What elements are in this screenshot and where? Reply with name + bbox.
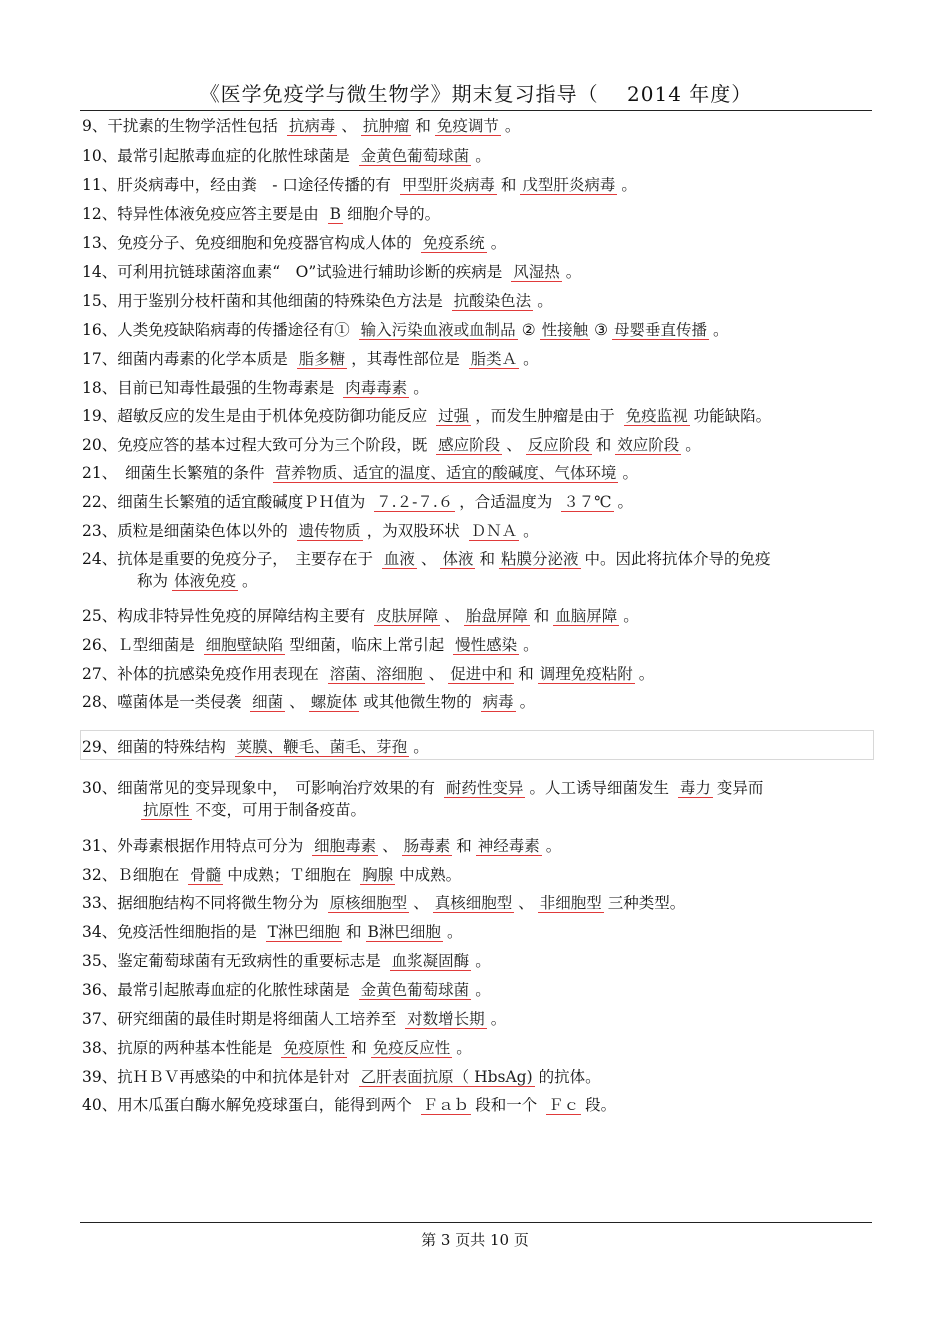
question-text: 和 [346, 923, 362, 941]
question-number: 14 [82, 263, 102, 281]
answer-blank: 输入污染血液或血制品 [360, 321, 516, 339]
question-number: 35 [82, 952, 102, 970]
answer-blank: 体液 [442, 550, 474, 568]
question-text: 、研究细菌的最佳时期是将细菌人工培养至 [101, 1010, 402, 1028]
question-text: 功能缺陷。 [693, 407, 772, 425]
question-number: 27 [82, 665, 102, 683]
question-number: 26 [82, 636, 102, 654]
question-20 [82, 434, 910, 456]
question-text: 。 [565, 263, 582, 281]
question-text: 、免疫应答的基本过程大致可分为三个阶段，既 [101, 436, 433, 454]
answer-blank: 病毒 [482, 693, 514, 711]
question-number: 21 [82, 464, 102, 482]
question-text: 。 [523, 636, 539, 654]
question-15 [82, 290, 910, 312]
answer-blank: 抗酸染色法 [453, 292, 532, 310]
question-text: 中成熟；Ｔ细胞在 [227, 866, 357, 884]
answer-blank: 感应阶段 [438, 436, 501, 454]
question-number: 30 [82, 779, 102, 797]
question-text: 、 [413, 894, 429, 912]
question-text: 、质粒是细菌染色体以外的 [101, 522, 293, 540]
question-30 [82, 777, 910, 821]
question-21 [82, 462, 910, 484]
question-text: 。 [413, 738, 429, 756]
question-text: 、 [506, 436, 522, 454]
answer-blank: 胎盘屏障 [465, 607, 528, 625]
question-text: 型细菌，临床上常引起 [289, 636, 450, 654]
question-number: 9 [82, 117, 92, 135]
question-29 [82, 736, 910, 758]
answer-blank: 母婴垂直传播 [614, 321, 708, 339]
question-text: 细胞介导的。 [347, 205, 441, 223]
question-14 [82, 261, 910, 283]
answer-blank: 耐药性变异 [445, 779, 524, 797]
question-text: 、免疫活性细胞指的是 [101, 923, 262, 941]
question-text: 。 [475, 147, 491, 165]
answer-blank: 甲型肝炎病毒 [401, 176, 495, 194]
question-text: 、Ｌ型细菌是 [101, 636, 200, 654]
question-number: 13 [82, 234, 102, 252]
answer-blank: 荚膜、鞭毛、菌毛、芽孢 [236, 738, 408, 756]
question-number: 11 [82, 176, 102, 194]
answer-blank: 乙肝表面抗原（ HbsAg) [360, 1068, 533, 1086]
answer-blank: 戊型肝炎病毒 [522, 176, 616, 194]
answer-blank: 免疫调节 [436, 117, 499, 135]
question-text: 、目前已知毒性最强的生物毒素是 [101, 379, 340, 397]
question-continuation [82, 570, 910, 592]
question-number: 12 [82, 205, 102, 223]
answer-blank: 血脑屏障 [555, 607, 618, 625]
question-34 [82, 921, 910, 943]
answer-blank: 细胞毒素 [314, 837, 377, 855]
question-text: 、 [289, 693, 305, 711]
question-text: 。 [713, 321, 729, 339]
page-number: 第 3 页共 10 页 [421, 1231, 529, 1249]
question-17 [82, 348, 910, 370]
question-text: 。 [413, 379, 429, 397]
question-text: 。人工诱导细菌发生 [529, 779, 674, 797]
answer-blank: Ｆａｂ [422, 1096, 470, 1114]
answer-blank: 反应阶段 [527, 436, 590, 454]
question-28 [82, 691, 910, 713]
answer-blank: 抗原性 [143, 801, 190, 819]
question-number: 39 [82, 1068, 102, 1086]
answer-blank: 遗传物质 [298, 522, 361, 540]
question-text: 。 [475, 952, 491, 970]
question-text: 。 [504, 117, 521, 135]
question-text: 。 [638, 665, 655, 683]
answer-blank: 原核细胞型 [329, 894, 408, 912]
answer-blank: 细菌 [252, 693, 284, 711]
question-text: ② [521, 321, 536, 339]
question-text: 。 [617, 493, 634, 511]
question-number: 40 [82, 1096, 102, 1114]
answer-blank: 螺旋体 [310, 693, 358, 711]
question-26 [82, 634, 910, 656]
question-27 [82, 663, 910, 685]
answer-blank: 血浆凝固酶 [391, 952, 470, 970]
question-text: 、 [341, 117, 357, 135]
question-text: 、Ｂ细胞在 [101, 866, 185, 884]
question-37 [82, 1008, 910, 1030]
question-text: ，其毒性部位是 [351, 350, 465, 368]
question-text: 。 [545, 837, 562, 855]
answer-blank: 胸腺 [362, 866, 394, 884]
question-text: 。 [446, 923, 463, 941]
question-40 [82, 1094, 910, 1116]
answer-blank: 皮肤屏障 [376, 607, 439, 625]
question-11 [82, 174, 910, 196]
question-text: 、细菌常见的变异现象中， 可影响治疗效果的有 [101, 779, 440, 797]
question-text: ，而发生肿瘤是由于 [475, 407, 620, 425]
question-text: 、 [444, 607, 460, 625]
page-header-title: 《医学免疫学与微生物学》期末复习指导（ 2014 年度） [80, 80, 872, 111]
question-number: 19 [82, 407, 102, 425]
answer-blank: 免疫反应性 [372, 1039, 451, 1057]
question-continuation [82, 799, 910, 821]
question-text: 、细菌内毒素的化学本质是 [101, 350, 293, 368]
question-text: 段和一个 [475, 1096, 543, 1114]
question-text: 、细菌的特殊结构 [101, 738, 231, 756]
question-text: 的抗体。 [538, 1068, 601, 1086]
question-number: 25 [82, 607, 102, 625]
answer-blank: 真核细胞型 [434, 894, 513, 912]
answer-blank: 免疫监视 [625, 407, 688, 425]
question-text: ，合适温度为 [459, 493, 558, 511]
question-text: 、 [428, 665, 445, 683]
question-9 [82, 115, 910, 137]
question-text: 。 [490, 234, 507, 252]
answer-blank: 免疫系统 [422, 234, 485, 252]
question-number: 38 [82, 1039, 102, 1057]
answer-blank: 营养物质、适宜的温度、适宜的酸碱度、气体环境 [275, 464, 617, 482]
question-text: 。 [621, 176, 637, 194]
question-text: 或其他微生物的 [363, 693, 477, 711]
answer-blank: 抗肿瘤 [362, 117, 410, 135]
question-text: 中成熟。 [399, 866, 462, 884]
answer-blank: 脂类Ａ [470, 350, 518, 368]
question-text: 和 [500, 176, 517, 194]
answer-blank: 溶菌、溶细胞 [329, 665, 423, 683]
answer-blank: 血液 [383, 550, 415, 568]
question-text: 变异而 [716, 779, 764, 797]
question-13 [82, 232, 910, 254]
answer-blank: 金黄色葡萄球菌 [360, 981, 470, 999]
question-35 [82, 950, 910, 972]
question-number: 33 [82, 894, 102, 912]
question-text: 、人类免疫缺陷病毒的传播途径有① [101, 321, 355, 339]
question-text: 、抗ＨＢＶ再感染的中和抗体是针对 [101, 1068, 355, 1086]
answer-blank: 过强 [438, 407, 470, 425]
question-33 [82, 892, 910, 914]
question-text: 中。因此将抗体介导的免疫 [584, 550, 771, 568]
question-text: 。 [242, 572, 258, 590]
question-text: 和 [518, 665, 534, 683]
question-text: 、可利用抗链球菌溶血素“ O”试验进行辅助诊断的疾病是 [101, 263, 508, 281]
question-text: 和 [533, 607, 550, 625]
question-text: 和 [415, 117, 431, 135]
question-text: 和 [479, 550, 495, 568]
question-number: 32 [82, 866, 102, 884]
question-number: 37 [82, 1010, 102, 1028]
answer-blank: 骨髓 [190, 866, 222, 884]
answer-blank: 性接触 [541, 321, 589, 339]
question-32 [82, 864, 910, 886]
question-text: 。 [537, 292, 553, 310]
answer-blank: 金黄色葡萄球菌 [360, 147, 470, 165]
answer-blank: 抗病毒 [288, 117, 336, 135]
question-number: 24 [82, 550, 102, 568]
answer-blank: 慢性感染 [455, 636, 518, 654]
question-text: 、干扰素的生物学活性包括 [91, 117, 283, 135]
question-24 [82, 548, 910, 592]
footer-divider [80, 1222, 872, 1223]
question-text: 、 [420, 550, 437, 568]
question-text: ，为双股环状 [366, 522, 465, 540]
question-number: 15 [82, 292, 102, 310]
answer-blank: 脂多糖 [298, 350, 346, 368]
question-number: 36 [82, 981, 102, 999]
answer-blank: 非细胞型 [539, 894, 602, 912]
question-text: 。 [623, 607, 639, 625]
question-number: 29 [82, 738, 102, 756]
answer-blank: 效应阶段 [617, 436, 680, 454]
question-text: 、抗体是重要的免疫分子， 主要存在于 [101, 550, 378, 568]
question-text: ③ [594, 321, 609, 339]
question-text: 、 细菌生长繁殖的条件 [101, 464, 270, 482]
question-number: 10 [82, 147, 102, 165]
answer-blank: 肉毒毒素 [345, 379, 408, 397]
question-text: 。 [622, 464, 638, 482]
question-31 [82, 835, 910, 857]
answer-blank: 肠毒素 [403, 837, 451, 855]
question-text: 、用于鉴别分枝杆菌和其他细菌的特殊染色方法是 [101, 292, 448, 310]
answer-blank: 细胞壁缺陷 [205, 636, 284, 654]
question-text: 和 [351, 1039, 367, 1057]
question-text: 、据细胞结构不同将微生物分为 [101, 894, 324, 912]
question-text: 、最常引起脓毒血症的化脓性球菌是 [101, 981, 355, 999]
question-number: 16 [82, 321, 102, 339]
question-text: 、 [518, 894, 534, 912]
question-text: 、构成非特异性免疫的屏障结构主要有 [101, 607, 371, 625]
question-text: 、用木瓜蛋白酶水解免疫球蛋白，能得到两个 [101, 1096, 417, 1114]
question-text: 、超敏反应的发生是由于机体免疫防御功能反应 [101, 407, 433, 425]
question-text: 。 [685, 436, 701, 454]
question-18 [82, 377, 910, 399]
question-number: 17 [82, 350, 102, 368]
answer-blank: ７.２-７.６ [376, 493, 454, 511]
question-number: 20 [82, 436, 102, 454]
question-22 [82, 491, 910, 513]
question-text: 、特异性体液免疫应答主要是由 [101, 205, 324, 223]
question-text: 三种类型。 [607, 894, 686, 912]
question-25 [82, 605, 910, 627]
question-text: 、最常引起脓毒血症的化脓性球菌是 [101, 147, 355, 165]
question-text: 、外毒素根据作用特点可分为 [101, 837, 309, 855]
question-text: 不变，可用于制备疫苗。 [195, 801, 367, 819]
answer-blank: B [329, 205, 342, 223]
answer-blank: Ｆｃ [548, 1096, 580, 1114]
answer-blank: 调理免疫粘附 [539, 665, 633, 683]
question-text: 、肝炎病毒中，经由粪 - 口途径传播的有 [101, 176, 396, 194]
question-10 [82, 145, 910, 167]
answer-blank: 免疫原性 [283, 1039, 346, 1057]
question-text: 段。 [585, 1096, 617, 1114]
question-text: 、 [382, 837, 398, 855]
question-16 [82, 319, 910, 341]
question-text: 、鉴定葡萄球菌有无致病性的重要标志是 [101, 952, 386, 970]
question-text: 。 [490, 1010, 507, 1028]
answer-blank: 神经毒素 [477, 837, 540, 855]
question-text: 、抗原的两种基本性能是 [101, 1039, 278, 1057]
question-text: 。 [523, 522, 539, 540]
question-text: 和 [595, 436, 612, 454]
question-text: 、免疫分子、免疫细胞和免疫器官构成人体的 [101, 234, 417, 252]
question-text: 、补体的抗感染免疫作用表现在 [101, 665, 324, 683]
question-text: 。 [519, 693, 536, 711]
question-text: 。 [456, 1039, 472, 1057]
question-text: 、细菌生长繁殖的适宜酸碱度ＰＨ值为 [101, 493, 371, 511]
question-number: 18 [82, 379, 102, 397]
question-number: 31 [82, 837, 102, 855]
question-text: 、噬菌体是一类侵袭 [101, 693, 247, 711]
question-number: 22 [82, 493, 102, 511]
answer-blank: T淋巴细胞 [267, 923, 341, 941]
question-number: 23 [82, 522, 102, 540]
answer-blank: 毒力 [679, 779, 711, 797]
answer-blank: B淋巴细胞 [367, 923, 441, 941]
question-38 [82, 1037, 910, 1059]
answer-blank: 风湿热 [513, 263, 560, 281]
question-text: 和 [456, 837, 472, 855]
answer-blank: 体液免疫 [174, 572, 237, 590]
answer-blank: ３７℃ [563, 493, 612, 511]
question-text: 。 [523, 350, 539, 368]
question-text: 。 [475, 981, 491, 999]
question-39 [82, 1066, 910, 1088]
question-number: 28 [82, 693, 102, 711]
question-23 [82, 520, 910, 542]
question-36 [82, 979, 910, 1001]
question-number: 34 [82, 923, 102, 941]
answer-blank: 促进中和 [450, 665, 513, 683]
answer-blank: ＤＮＡ [470, 522, 518, 540]
question-text: 称为 [137, 572, 169, 590]
question-12 [82, 203, 910, 225]
answer-blank: 对数增长期 [407, 1010, 485, 1028]
question-19 [82, 405, 910, 427]
answer-blank: 粘膜分泌液 [500, 550, 579, 568]
